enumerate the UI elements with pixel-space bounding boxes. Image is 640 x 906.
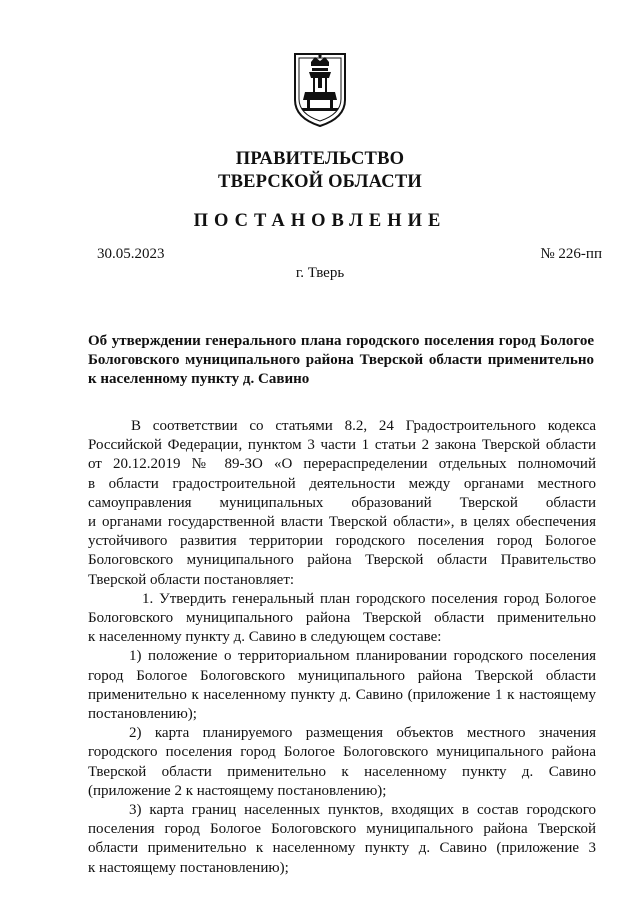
preamble-line: самоуправления муниципальных образований Тверской области [88,494,596,511]
preamble-line: от 20.12.2019 № 89-ЗО «О перераспределении отдельных полномочий [88,456,596,473]
sub3-line: к настоящему постановлению); [88,859,289,876]
document-city: г. Тверь [295,265,345,281]
sub2-line: (приложение 2 к настоящему постановлению); [88,782,387,799]
item1-line: к населенному пункту д. Савино в следующем составе: [88,629,442,646]
document-type: ПОСТАНОВЛЕНИЕ [193,211,447,231]
document-date: 30.05.2023 [97,246,165,262]
sub1-line: применительно к населенному пункту д. Савино (приложение 1 к настоящему [88,686,596,703]
preamble-line: Бологовского муниципального района Тверской области Правительство [88,552,596,569]
preamble-line: Российской Федерации, пунктом 3 части 1 статьи 2 закона Тверской области [88,437,596,454]
document-title [88,332,594,389]
document-number: № 226-пп [540,246,602,262]
org-name-line2: ТВЕРСКОЙ ОБЛАСТИ [218,172,422,192]
sub3-line: 3) карта границ населенных пунктов, входящих в состав городского [129,802,596,819]
title-line: Бологовского муниципального района Тверской области применительно [88,352,594,368]
preamble-line: в области градостроительной деятельности между органами местного [88,475,596,492]
sub1-line: город Бологое Бологовского муниципального района Тверской области [88,667,596,684]
org-name-line1: ПРАВИТЕЛЬСТВО [235,149,405,169]
sub1-line: 1) положение о территориальном планировании городского поселения [129,648,596,665]
title-line: к населенному пункту д. Савино [88,371,310,387]
sub3-line: области применительно к населенному пункту д. Савино (приложение 3 [88,840,596,857]
sub2-line: Тверской области применительно к населенному пункту д. Савино [88,763,596,780]
preamble-line: и органами государственной власти Тверской области», в целях обеспечения [88,514,596,531]
sub1-line: постановлению); [88,706,197,723]
title-line: Об утверждении генерального плана городского поселения город Бологое [88,333,594,349]
sub3-line: поселения город Бологое Бологовского муниципального района Тверской [88,821,596,838]
document-body [88,417,596,878]
item1-line: 1. Утвердить генеральный план городского поселения город Бологое [142,590,596,607]
sub2-line: 2) карта планируемого размещения объектов местного значения [129,725,596,742]
preamble-line: В соответствии со статьями 8.2, 24 Градостроительного кодекса [131,418,596,434]
item1-line: Бологовского муниципального района Тверской области применительно [88,610,596,627]
tver-coat-of-arms-icon [291,48,349,128]
sub2-line: городского поселения город Бологое Бологовского муниципального района [88,744,596,761]
preamble-line: Тверской области постановляет: [88,571,295,588]
preamble-line: устойчивого развития территории городского поселения город Бологое [88,533,596,550]
